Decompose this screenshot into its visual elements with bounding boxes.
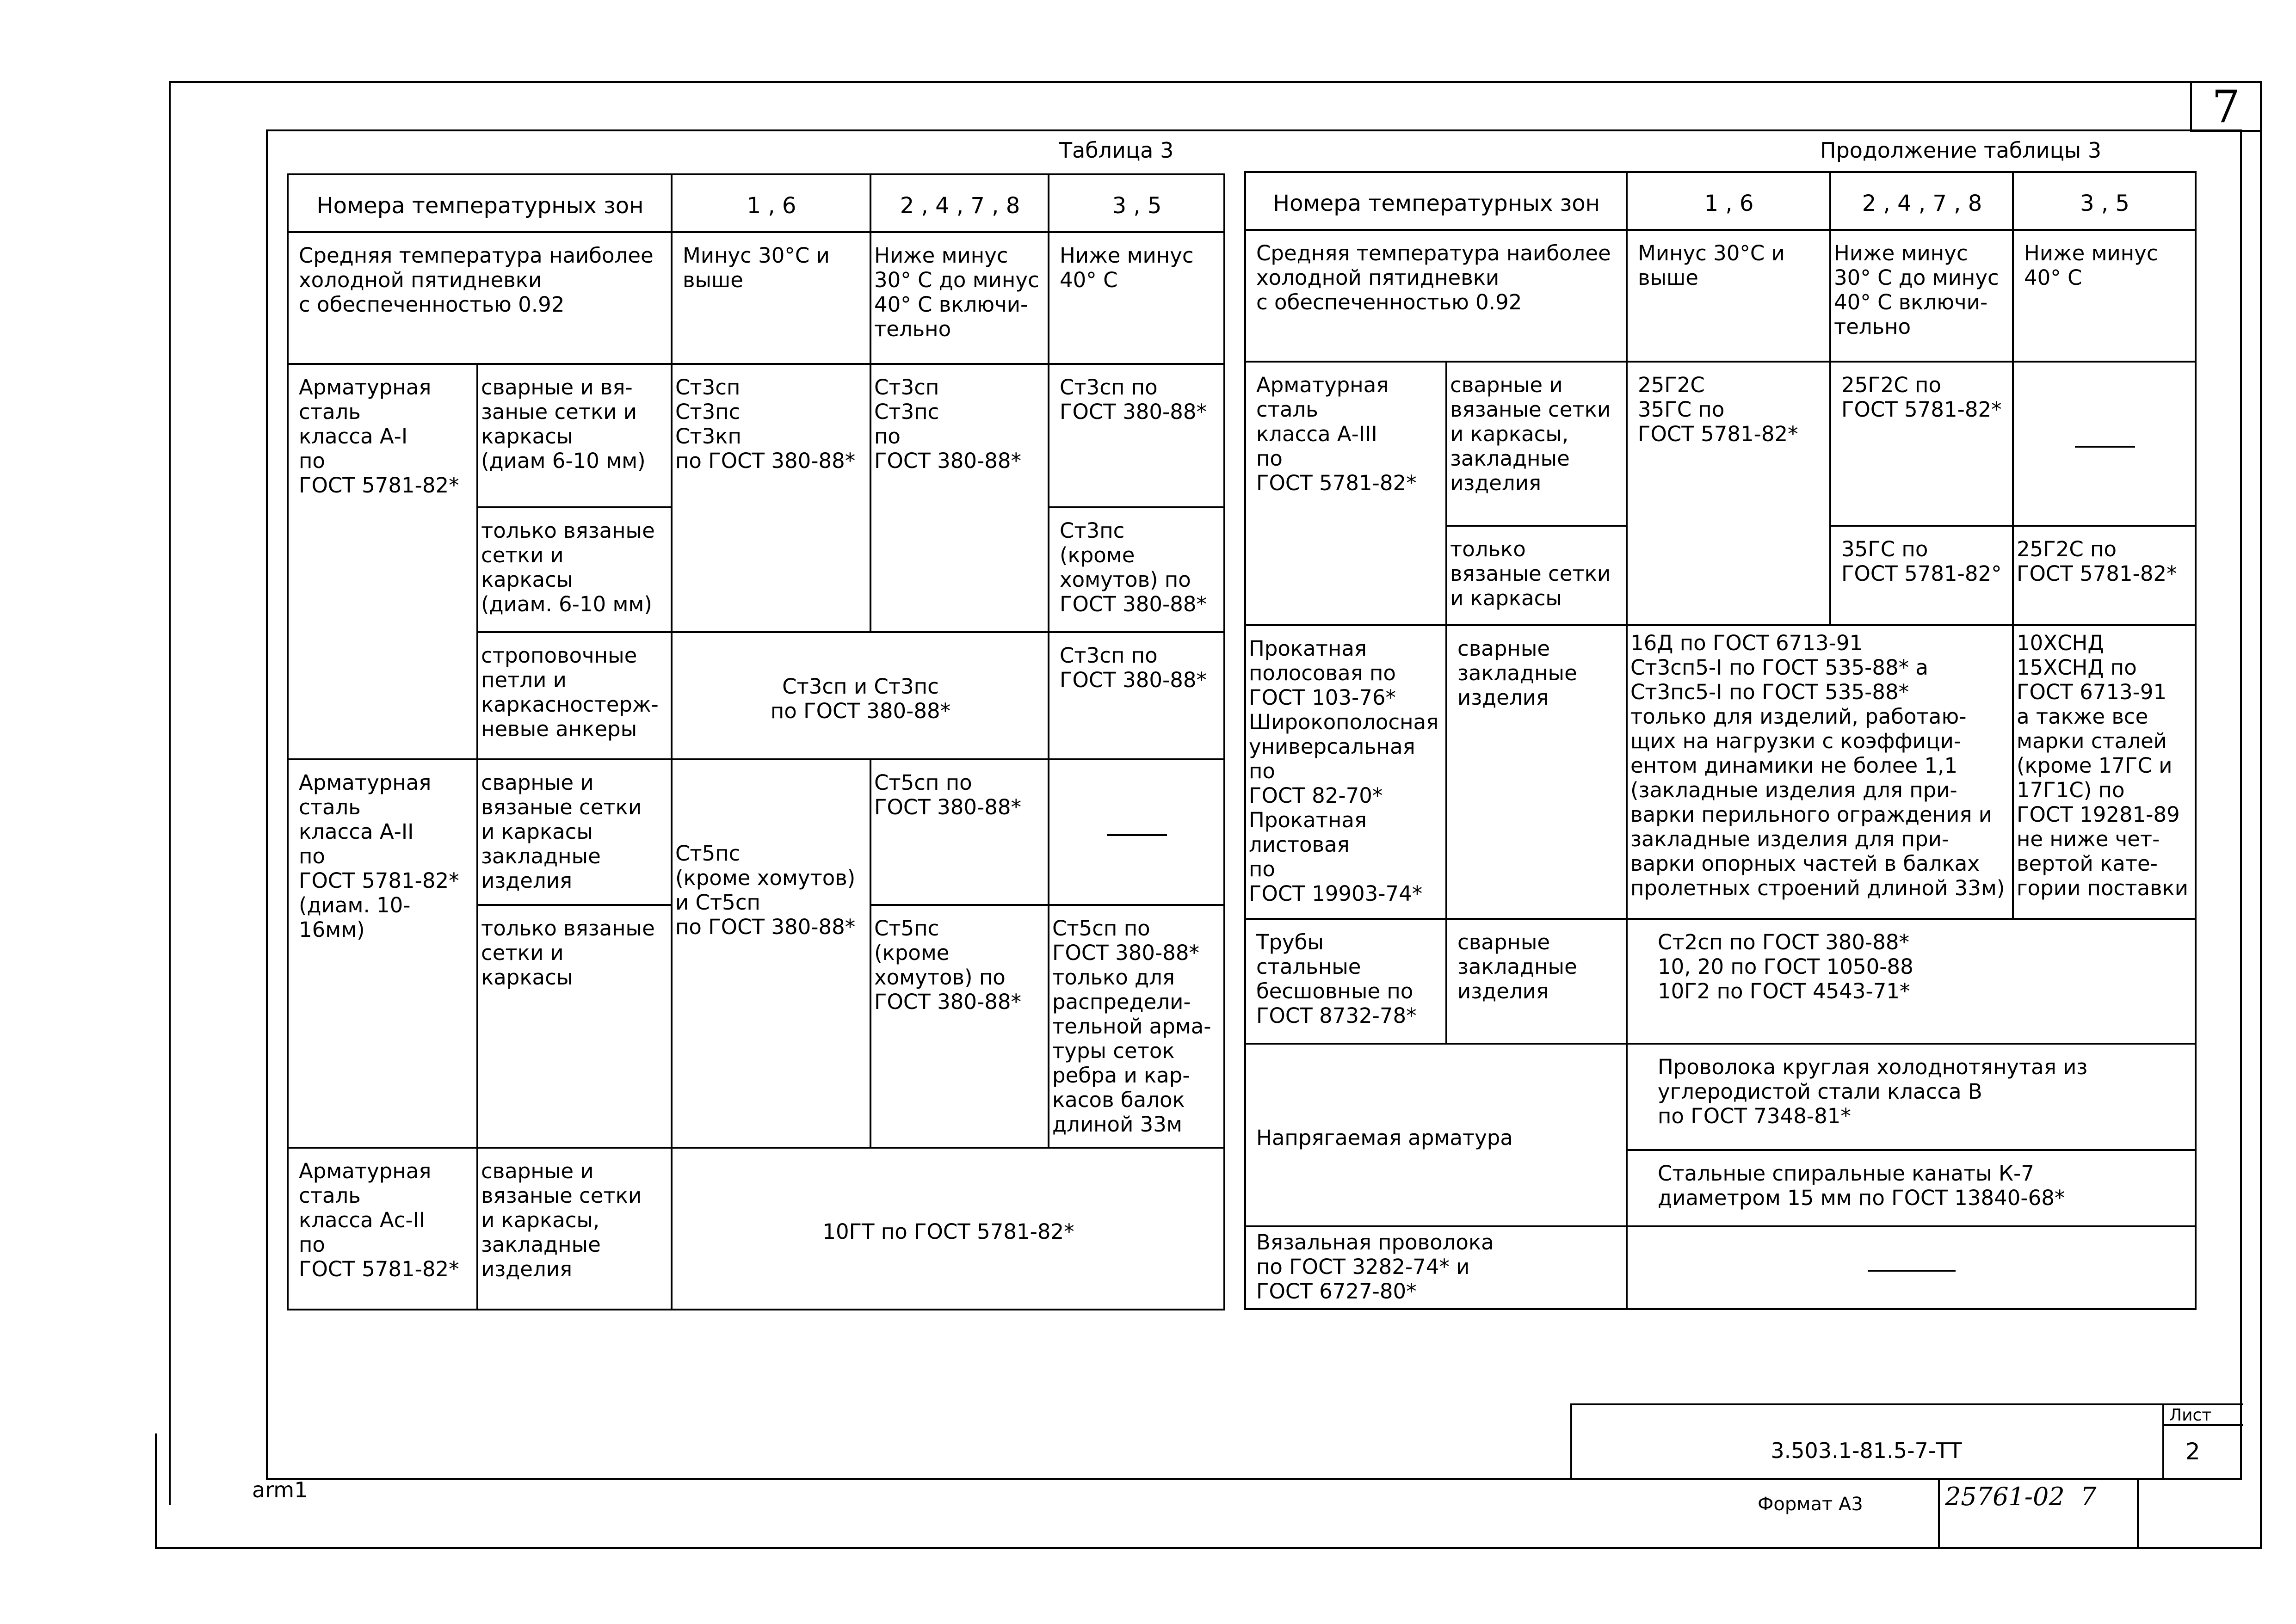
r-header-zone-3-5: 3 , 5 [2013,172,2196,230]
left-table [287,173,1225,1310]
header-zone-label: Номера температурных зон [288,174,672,232]
left-table-caption: Таблица 3 [1059,138,1174,163]
a3-row1-zone-3-5-dash [2075,446,2135,448]
a3-row1-zone-3-5 [2013,362,2196,526]
prestress-wire: Проволока круглая холоднотянутая из углеродистой стали класса В по ГОСТ 7348-81* [1627,1044,2196,1150]
bottom-strip-divider-2 [2137,1480,2139,1549]
pipes-type: сварные закладные изделия [1446,919,1627,1044]
outer-frame-bottom [155,1547,2262,1549]
a3-row2-zone-2-4-7-8: 35ГС по ГОСТ 5781-82° [1830,526,2013,625]
a2-row1-type: сварные и вязаные сетки и каркасы закладные изделия [477,759,672,905]
header-zone-3-5: 3 , 5 [1049,174,1224,232]
outer-frame-left [169,81,171,1505]
a1-row2-type: только вязаные сетки и каркасы (диам. 6-10 мм) [477,507,672,632]
corner-number-box [2190,81,2262,132]
a2-row1-zone-3-5 [1049,759,1224,905]
rolled-steel-zones-1-8: 16Д по ГОСТ 6713-91 Ст3сп5-I по ГОСТ 535-88* а Ст3пс5-I по ГОСТ 535-88* только для изделий, работаю-щих на нагрузки с коэффици-ентом динамики не более 1,1 (закладные изделия для при-варки перильного ограждения и закладные изделия для при-варки опорных частей в балках пролетных строений длиной 33м) [1627,625,2013,919]
temp-row-zone-3-5: Ниже минус 40° С [1049,232,1224,364]
a2-row2-zone-2-4-7-8: Ст5пс (кроме хомутов) по ГОСТ 380-88* [870,905,1049,1148]
outer-frame-left-lower [155,1433,157,1549]
header-zone-2-4-7-8: 2 , 4 , 7 , 8 [870,174,1049,232]
r-temp-row-zone-2-4-7-8: Ниже минус 30° С до минус 40° С включи-тельно [1830,230,2013,362]
format-label: Формат А3 [1758,1494,1863,1515]
header-zone-1-6: 1 , 6 [672,174,870,232]
a1-row2-zone-3-5: Ст3пс (кроме хомутов) по ГОСТ 380-88* [1049,507,1224,632]
corner-sheet-number: 7 [2211,81,2240,133]
tie-wire-dash [1868,1270,1956,1272]
outer-frame-top [169,81,2262,83]
right-table [1244,171,2197,1310]
a1-row3-zones-1-8: Ст3сп и Ст3пс по ГОСТ 380-88* [672,632,1049,759]
pipes-label: Трубы стальные бесшовные по ГОСТ 8732-78* [1245,919,1446,1044]
rolled-steel-zone-3-5: 10ХСНД 15ХСНД по ГОСТ 6713-91 а также все марки сталей (кроме 17ГС и 17Г1С) по ГОСТ 19281-89 не ниже чет-вертой кате-гории поставки [2013,625,2196,919]
r-temp-row-label: Средняя температура наиболее холодной пятидневки с обеспеченностью 0.92 [1245,230,1627,362]
r-header-zone-1-6: 1 , 6 [1627,172,1830,230]
a2-row2-zone-3-5: Ст5сп по ГОСТ 380-88* только для распредели-тельной арма-туры сеток ребра и кар-касов балок длиной 33м [1049,905,1224,1148]
a3-zone-1-6: 25Г2С 35ГС по ГОСТ 5781-82* [1627,362,1830,625]
a1-zone-2-4-7-8: Ст3сп Ст3пс по ГОСТ 380-88* [870,364,1049,632]
a2-class-label: Арматурная сталь класса А-II по ГОСТ 5781-82* (диам. 10-16мм) [288,759,477,1148]
a1-row1-zone-3-5: Ст3сп по ГОСТ 380-88* [1049,364,1224,507]
a1-class-label: Арматурная сталь класса А-I по ГОСТ 5781-82* [288,364,477,759]
prestress-rope: Стальные спиральные канаты К-7 диаметром 15 мм по ГОСТ 13840-68* [1627,1150,2196,1226]
bottom-strip-divider-1 [1938,1480,1940,1549]
ac2-type: сварные и вязаные сетки и каркасы, закладные изделия [477,1148,672,1310]
right-table-caption: Продолжение таблицы 3 [1820,138,2102,163]
r-temp-row-zone-1-6: Минус 30°С и выше [1627,230,1830,362]
rolled-steel-label: Прокатная полосовая по ГОСТ 103-76* Широкополосная универсальная по ГОСТ 82-70* Прокатная листовая по ГОСТ 19903-74* [1245,625,1446,919]
a3-row2-zone-3-5: 25Г2С по ГОСТ 5781-82* [2013,526,2196,625]
a3-row2-type: только вязаные сетки и каркасы [1446,526,1627,625]
a2-row1-zone-3-5-dash [1107,834,1167,836]
a3-row1-zone-2-4-7-8: 25Г2С по ГОСТ 5781-82* [1830,362,2013,526]
a3-row1-type: сварные и вязаные сетки и каркасы, закладные изделия [1446,362,1627,526]
title-block-sheet-divider [2162,1403,2164,1480]
a1-zone-1-6: Ст3сп Ст3пс Ст3кп по ГОСТ 380-88* [672,364,870,632]
r-header-zone-2-4-7-8: 2 , 4 , 7 , 8 [1830,172,2013,230]
tie-wire-zones-all [1627,1226,2196,1309]
ac2-zones-all: 10ГТ по ГОСТ 5781-82* [672,1148,1224,1310]
corner-label: arm1 [252,1477,308,1502]
a1-row1-type: сварные и вя-заные сетки и каркасы (диам 6-10 мм) [477,364,672,507]
temp-row-zone-2-4-7-8: Ниже минус 30° С до минус 40° С включи-тельно [870,232,1049,364]
sheet-label: Лист [2169,1406,2212,1425]
rolled-steel-type: сварные закладные изделия [1446,625,1627,919]
tie-wire-label: Вязальная проволока по ГОСТ 3282-74* и ГОСТ 6727-80* [1245,1226,1627,1309]
prestress-label: Напрягаемая арматура [1245,1044,1627,1226]
a3-class-label: Арматурная сталь класса А-III по ГОСТ 5781-82* [1245,362,1446,625]
handwritten-number: 25761-02 7 [1945,1482,2097,1511]
a1-row3-zone-3-5: Ст3сп по ГОСТ 380-88* [1049,632,1224,759]
ac2-class-label: Арматурная сталь класса Ас-II по ГОСТ 5781-82* [288,1148,477,1310]
pipes-zones-all: Ст2сп по ГОСТ 380-88* 10, 20 по ГОСТ 1050-88 10Г2 по ГОСТ 4543-71* [1627,919,2196,1044]
a1-row3-type: строповочные петли и каркасностерж-невые анкеры [477,632,672,759]
doc-code: 3.503.1-81.5-7-ТТ [1771,1438,1962,1463]
a2-zone-1-6: Ст5пс (кроме хомутов) и Ст5сп по ГОСТ 380-88* [672,759,870,1148]
r-header-zone-label: Номера температурных зон [1245,172,1627,230]
r-temp-row-zone-3-5: Ниже минус 40° С [2013,230,2196,362]
sheet-number: 2 [2185,1438,2200,1465]
temp-row-zone-1-6: Минус 30°С и выше [672,232,870,364]
a2-row1-zone-2-4-7-8: Ст5сп по ГОСТ 380-88* [870,759,1049,905]
a2-row2-type: только вязаные сетки и каркасы [477,905,672,1148]
temp-row-label: Средняя температура наиболее холодной пятидневки с обеспеченностью 0.92 [288,232,672,364]
